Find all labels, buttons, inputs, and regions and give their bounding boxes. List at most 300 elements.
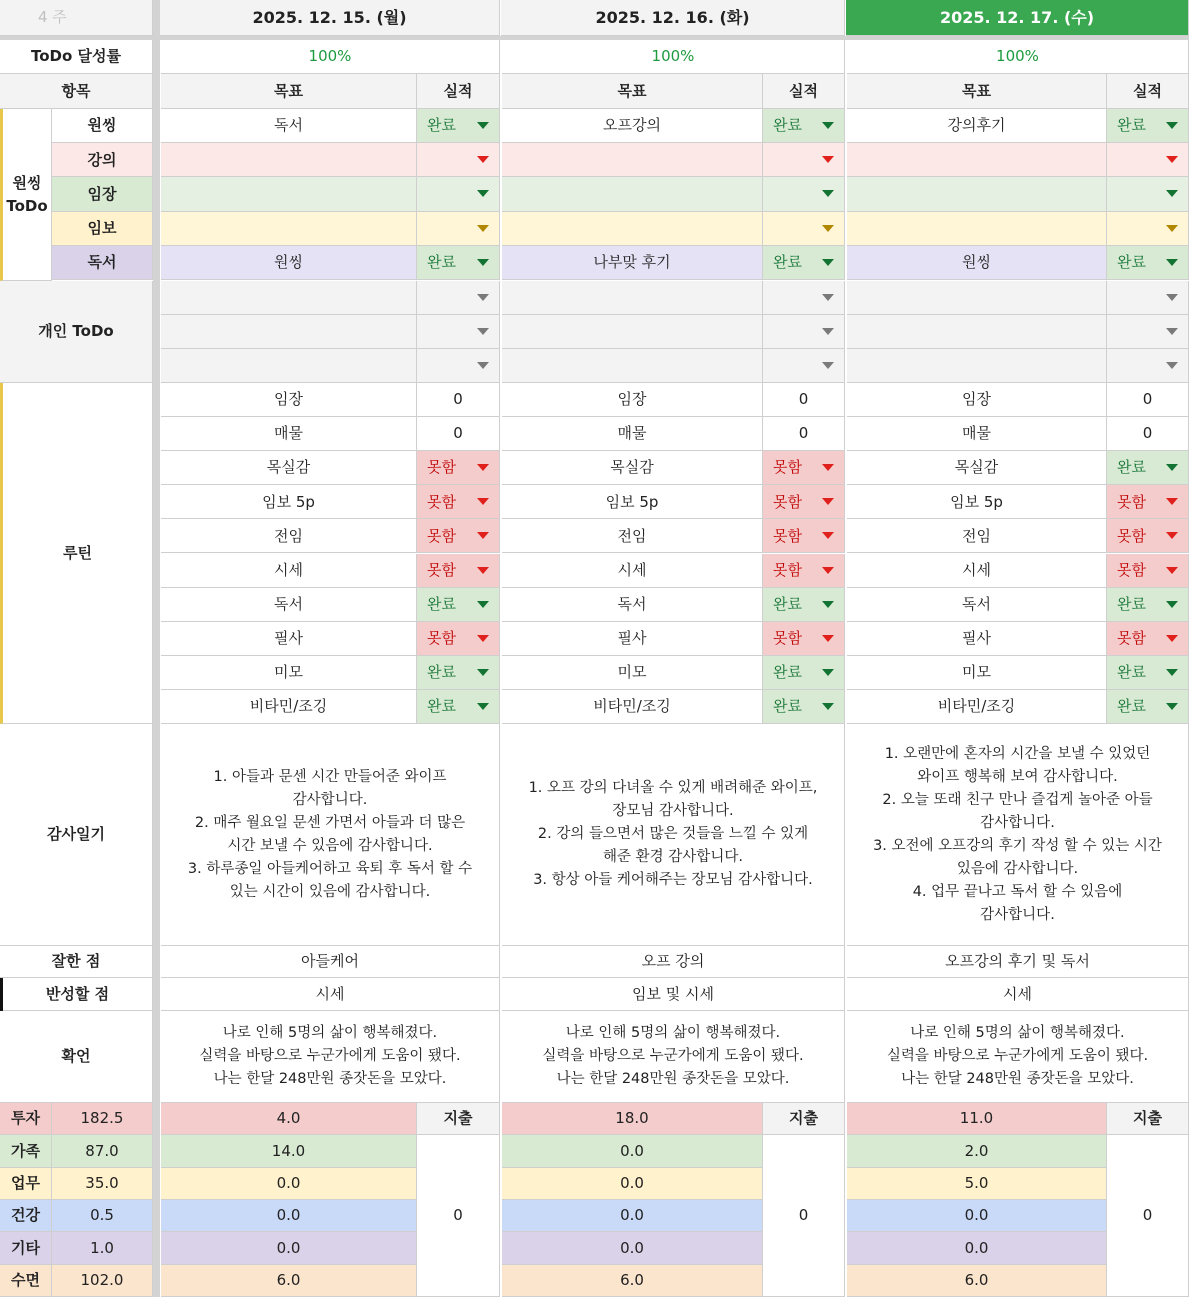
oneseeing-result-2-2[interactable] — [1107, 177, 1189, 211]
routine-result-4-1-value: 못함 — [773, 526, 802, 545]
chevron-down-icon[interactable] — [1166, 259, 1178, 266]
time-value-2-2-text: 5.0 — [964, 1174, 989, 1193]
routine-result-6-1-value: 완료 — [773, 594, 802, 613]
time-label-1 — [0, 1135, 52, 1167]
routine-result-2-1-value: 못함 — [773, 458, 802, 477]
personal-result-2-2[interactable] — [1107, 349, 1189, 383]
time-value-4-0-text: 0.0 — [276, 1238, 301, 1257]
routine-goal-3-2 — [847, 485, 1107, 519]
personal-result-1-2[interactable] — [1107, 315, 1189, 349]
chevron-down-icon[interactable] — [1166, 156, 1178, 163]
oneseeing-result-0-1-value: 완료 — [773, 116, 802, 135]
oneseeing-result-0-0[interactable] — [417, 109, 500, 143]
oneseeing-row-label-3 — [52, 212, 153, 246]
routine-result-1-1[interactable] — [763, 417, 845, 451]
personal-goal-2-1[interactable] — [502, 349, 763, 383]
routine-result-2-0-value: 못함 — [427, 458, 456, 477]
routine-result-8-2-value: 완료 — [1117, 663, 1146, 682]
oneseeing-goal-3-0[interactable] — [161, 212, 417, 246]
oneseeing-result-0-2-value: 완료 — [1117, 116, 1146, 135]
chevron-down-icon[interactable] — [822, 190, 834, 197]
time-label-3 — [0, 1200, 52, 1232]
time-value-3-2[interactable] — [847, 1200, 1107, 1232]
personal-result-0-0[interactable] — [417, 281, 500, 315]
personal-result-2-0[interactable] — [417, 349, 500, 383]
col-header-result-0 — [417, 74, 500, 109]
routine-goal-1-1-text: 매물 — [617, 424, 647, 443]
oneseeing-goal-4-0[interactable] — [161, 246, 417, 280]
routine-result-3-0[interactable] — [417, 485, 500, 519]
time-value-3-1[interactable] — [502, 1200, 763, 1232]
routine-result-7-0[interactable] — [417, 622, 500, 656]
expense-label-0-text: 지출 — [443, 1109, 473, 1128]
personal-goal-1-0[interactable] — [161, 315, 417, 349]
reflect-text-2[interactable] — [847, 978, 1189, 1011]
routine-result-6-0-value: 완료 — [427, 594, 456, 613]
personal-goal-0-2[interactable] — [847, 281, 1107, 315]
time-total-0 — [52, 1103, 153, 1135]
chevron-down-icon[interactable] — [1166, 703, 1178, 710]
routine-goal-1-1 — [502, 417, 763, 451]
good-text-2[interactable] — [847, 946, 1189, 978]
time-label-3-text: 건강 — [11, 1206, 40, 1225]
routine-goal-3-2-text: 임보 5p — [950, 492, 1003, 511]
oneseeing-row-label-2 — [52, 177, 153, 211]
oneseeing-row-label-4-text: 독서 — [87, 253, 117, 272]
routine-result-5-0-value: 못함 — [427, 560, 456, 579]
oneseeing-result-1-1[interactable] — [763, 143, 845, 177]
routine-result-7-1[interactable] — [763, 622, 845, 656]
chevron-down-icon[interactable] — [1166, 635, 1178, 642]
routine-result-5-0[interactable] — [417, 554, 500, 588]
chevron-down-icon[interactable] — [822, 362, 834, 369]
oneseeing-goal-1-0[interactable] — [161, 143, 417, 177]
routine-result-3-2-value: 못함 — [1117, 492, 1146, 511]
oneseeing-row-label-0 — [52, 109, 153, 143]
routine-result-4-2-value: 못함 — [1117, 526, 1146, 545]
routine-label — [0, 383, 153, 724]
oneseeing-goal-0-1[interactable] — [502, 109, 763, 143]
date-header-1[interactable] — [501, 0, 845, 36]
chevron-down-icon[interactable] — [822, 532, 834, 539]
oneseeing-result-2-1[interactable] — [763, 177, 845, 211]
routine-result-3-2[interactable] — [1107, 485, 1189, 519]
chevron-down-icon[interactable] — [1166, 328, 1178, 335]
chevron-down-icon[interactable] — [1166, 567, 1178, 574]
routine-goal-5-1 — [502, 554, 763, 588]
good-text-0[interactable] — [161, 946, 500, 978]
oneseeing-goal-0-0[interactable] — [161, 109, 417, 143]
routine-goal-4-2-text: 전임 — [962, 526, 991, 545]
chevron-down-icon[interactable] — [822, 259, 834, 266]
routine-goal-7-2-text: 필사 — [962, 628, 991, 647]
time-value-2-0-text: 0.0 — [276, 1174, 301, 1193]
oneseeing-result-0-2[interactable] — [1107, 109, 1189, 143]
oneseeing-goal-2-0[interactable] — [161, 177, 417, 211]
routine-result-5-2[interactable] — [1107, 554, 1189, 588]
oneseeing-result-1-0[interactable] — [417, 143, 500, 177]
reflect-text-2-text: 시세 — [1003, 984, 1032, 1003]
column-separator — [153, 0, 160, 1297]
routine-goal-9-0 — [161, 690, 417, 724]
col-header-goal-1 — [502, 74, 763, 109]
oneseeing-result-3-0[interactable] — [417, 212, 500, 246]
routine-goal-4-0-text: 전임 — [274, 526, 303, 545]
routine-goal-3-1 — [502, 485, 763, 519]
routine-goal-3-0-text: 임보 5p — [262, 492, 315, 511]
routine-goal-0-2 — [847, 383, 1107, 417]
oneseeing-result-3-2[interactable] — [1107, 212, 1189, 246]
routine-result-0-2-text: 0 — [1142, 390, 1153, 409]
oneseeing-goal-4-2[interactable] — [847, 246, 1107, 280]
routine-goal-9-2 — [847, 690, 1107, 724]
routine-goal-1-0-text: 매물 — [274, 424, 303, 443]
personal-result-0-2[interactable] — [1107, 281, 1189, 315]
good-text-2-text: 오프강의 후기 및 독서 — [945, 952, 1090, 971]
personal-goal-1-2[interactable] — [847, 315, 1107, 349]
chevron-down-icon[interactable] — [477, 703, 489, 710]
chevron-down-icon[interactable] — [822, 294, 834, 301]
routine-result-9-1[interactable] — [763, 690, 845, 724]
time-value-1-2-text: 2.0 — [964, 1141, 989, 1160]
personal-goal-0-0[interactable] — [161, 281, 417, 315]
time-value-0-1-text: 18.0 — [615, 1109, 649, 1128]
reflect-text-0[interactable] — [161, 978, 500, 1011]
oneseeing-goal-2-2[interactable] — [847, 177, 1107, 211]
routine-result-8-0[interactable] — [417, 656, 500, 690]
reflect-text-1[interactable] — [502, 978, 845, 1011]
gratitude-text-1[interactable] — [502, 724, 845, 946]
chevron-down-icon[interactable] — [1166, 225, 1178, 232]
time-value-1-0-text: 14.0 — [271, 1141, 306, 1160]
oneseeing-row-label-1-text: 강의 — [87, 150, 117, 169]
routine-goal-4-1-text: 전임 — [617, 526, 647, 545]
chevron-down-icon[interactable] — [477, 294, 489, 301]
rate-value-2-text: 100% — [996, 47, 1039, 66]
personal-todo-label-text: 개인 ToDo — [38, 322, 114, 341]
time-label-2-text: 업무 — [11, 1174, 40, 1193]
oneseeing-result-3-1[interactable] — [763, 212, 845, 246]
gratitude-text-2[interactable] — [847, 724, 1189, 946]
routine-result-8-1-value: 완료 — [773, 663, 802, 682]
time-value-2-0[interactable] — [161, 1168, 417, 1200]
col-header-goal-0 — [161, 74, 417, 109]
routine-goal-8-2 — [847, 656, 1107, 690]
routine-result-2-2[interactable] — [1107, 451, 1189, 485]
chevron-down-icon[interactable] — [1166, 601, 1178, 608]
routine-result-8-0-value: 완료 — [427, 663, 456, 682]
expense-label-2 — [1107, 1103, 1189, 1135]
week-label — [0, 0, 153, 36]
oneseeing-goal-0-2[interactable] — [847, 109, 1107, 143]
personal-goal-0-1[interactable] — [502, 281, 763, 315]
time-label-5-text: 수면 — [11, 1271, 40, 1290]
routine-result-9-0-value: 완료 — [427, 697, 456, 716]
time-total-3-text: 0.5 — [90, 1206, 114, 1225]
routine-goal-2-2 — [847, 451, 1107, 485]
personal-todo-label — [0, 281, 153, 383]
chevron-down-icon[interactable] — [1166, 669, 1178, 676]
chevron-down-icon[interactable] — [477, 190, 489, 197]
oneseeing-goal-4-2-text: 원씽 — [962, 253, 991, 272]
col-header-goal-2 — [847, 74, 1107, 109]
col-header-goal-2-text: 목표 — [962, 81, 991, 100]
good-text-0-text: 아들케어 — [301, 952, 359, 971]
chevron-down-icon[interactable] — [1166, 362, 1178, 369]
routine-goal-2-0 — [161, 451, 417, 485]
oneseeing-goal-0-1-text: 오프강의 — [603, 116, 661, 135]
group-oneseeing-label-text: 원씽 ToDo — [6, 174, 48, 215]
chevron-down-icon[interactable] — [477, 498, 489, 505]
chevron-down-icon[interactable] — [477, 464, 489, 471]
personal-result-1-0[interactable] — [417, 315, 500, 349]
routine-goal-2-1-text: 목실감 — [610, 458, 654, 477]
routine-goal-4-0 — [161, 519, 417, 553]
routine-result-7-0-value: 못함 — [427, 628, 456, 647]
expense-label-1-text: 지출 — [789, 1109, 818, 1128]
col-header-goal-0-text: 목표 — [274, 81, 303, 100]
routine-goal-8-1-text: 미모 — [617, 663, 647, 682]
time-value-5-2[interactable] — [847, 1265, 1107, 1297]
chevron-down-icon[interactable] — [822, 601, 834, 608]
chevron-down-icon[interactable] — [822, 156, 834, 163]
routine-label-text: 루틴 — [63, 543, 92, 562]
routine-result-9-0[interactable] — [417, 690, 500, 724]
oneseeing-result-4-2[interactable] — [1107, 246, 1189, 280]
gratitude-label — [0, 724, 153, 946]
chevron-down-icon[interactable] — [822, 328, 834, 335]
affirm-label — [0, 1011, 153, 1103]
routine-goal-9-1 — [502, 690, 763, 724]
time-value-5-2-text: 6.0 — [964, 1271, 989, 1290]
oneseeing-result-0-1[interactable] — [763, 109, 845, 143]
time-total-4 — [52, 1232, 153, 1264]
routine-goal-8-1 — [502, 656, 763, 690]
routine-goal-1-2 — [847, 417, 1107, 451]
good-text-1[interactable] — [502, 946, 845, 978]
chevron-down-icon[interactable] — [822, 498, 834, 505]
routine-result-0-1[interactable] — [763, 383, 845, 417]
oneseeing-goal-1-2[interactable] — [847, 143, 1107, 177]
routine-result-5-1[interactable] — [763, 554, 845, 588]
routine-result-0-0[interactable] — [417, 383, 500, 417]
reflect-text-1-text: 임보 및 시세 — [632, 984, 714, 1003]
time-value-5-0[interactable] — [161, 1265, 417, 1297]
time-value-2-2[interactable] — [847, 1168, 1107, 1200]
oneseeing-result-0-0-value: 완료 — [427, 116, 456, 135]
group-oneseeing-label — [0, 109, 52, 281]
oneseeing-result-4-1[interactable] — [763, 246, 845, 280]
chevron-down-icon[interactable] — [477, 669, 489, 676]
affirm-text-2[interactable] — [847, 1011, 1189, 1103]
routine-goal-2-0-text: 목실감 — [266, 458, 311, 477]
routine-result-1-0[interactable] — [417, 417, 500, 451]
routine-goal-5-0-text: 시세 — [274, 560, 303, 579]
routine-goal-0-2-text: 임장 — [962, 390, 991, 409]
routine-goal-6-2 — [847, 588, 1107, 622]
rate-value-1-text: 100% — [651, 47, 695, 66]
routine-result-9-2[interactable] — [1107, 690, 1189, 724]
routine-result-2-0[interactable] — [417, 451, 500, 485]
chevron-down-icon[interactable] — [822, 122, 834, 129]
chevron-down-icon[interactable] — [1166, 294, 1178, 301]
chevron-down-icon[interactable] — [477, 225, 489, 232]
date-header-2[interactable] — [846, 0, 1189, 36]
routine-result-6-1[interactable] — [763, 588, 845, 622]
rate-value-0-text: 100% — [308, 47, 352, 66]
expense-total-1[interactable] — [763, 1135, 845, 1297]
time-value-4-2[interactable] — [847, 1232, 1107, 1264]
routine-goal-7-1-text: 필사 — [617, 628, 647, 647]
oneseeing-row-label-0-text: 원씽 — [87, 116, 117, 135]
time-value-1-2[interactable] — [847, 1135, 1107, 1167]
routine-result-0-2[interactable] — [1107, 383, 1189, 417]
affirm-text-0-text: 나로 인해 5명의 삶이 행복해졌다. 실력을 바탕으로 누군가에게 도움이 됐다. 나는 한달 248만원 종잣돈을 모았다. — [199, 1025, 461, 1087]
routine-result-4-0[interactable] — [417, 519, 500, 553]
date-header-0[interactable] — [160, 0, 500, 36]
expense-total-2[interactable] — [1107, 1135, 1189, 1297]
oneseeing-goal-4-0-text: 원씽 — [274, 253, 303, 272]
chevron-down-icon[interactable] — [477, 532, 489, 539]
week-label-text: 4 주 — [38, 8, 67, 27]
chevron-down-icon[interactable] — [822, 225, 834, 232]
time-value-4-1-text: 0.0 — [620, 1238, 644, 1257]
routine-result-2-2-value: 완료 — [1117, 458, 1146, 477]
chevron-down-icon[interactable] — [1166, 464, 1178, 471]
time-value-4-0[interactable] — [161, 1232, 417, 1264]
routine-goal-3-0 — [161, 485, 417, 519]
routine-goal-2-1 — [502, 451, 763, 485]
col-header-result-2-text: 실적 — [1133, 81, 1162, 100]
chevron-down-icon[interactable] — [822, 464, 834, 471]
time-value-3-1-text: 0.0 — [620, 1206, 644, 1225]
time-total-1-text: 87.0 — [85, 1141, 119, 1160]
time-value-4-2-text: 0.0 — [964, 1238, 989, 1257]
affirm-text-1[interactable] — [502, 1011, 845, 1103]
oneseeing-goal-4-1[interactable] — [502, 246, 763, 280]
oneseeing-result-2-0[interactable] — [417, 177, 500, 211]
routine-result-4-1[interactable] — [763, 519, 845, 553]
expense-total-0[interactable] — [417, 1135, 500, 1297]
affirm-text-0[interactable] — [161, 1011, 500, 1103]
col-header-result-1 — [763, 74, 845, 109]
time-value-0-1[interactable] — [502, 1103, 763, 1135]
routine-result-3-1-value: 못함 — [773, 492, 802, 511]
oneseeing-goal-3-2[interactable] — [847, 212, 1107, 246]
routine-result-2-1[interactable] — [763, 451, 845, 485]
reflect-text-0-text: 시세 — [315, 984, 345, 1003]
routine-result-3-1[interactable] — [763, 485, 845, 519]
gratitude-text-0[interactable] — [161, 724, 500, 946]
time-label-0 — [0, 1103, 52, 1135]
gratitude-text-1-text: 1. 오프 강의 다녀올 수 있게 배려해준 와이프, 장모님 감사합니다. 2. 강의 들으면서 많은 것들을 느낄 수 있게 해준 환경 감사합니다. 3. 항상 아들 케어해주는 장모님 감사합니다. — [528, 780, 818, 888]
oneseeing-result-1-2[interactable] — [1107, 143, 1189, 177]
gratitude-text-0-text: 1. 아들과 문센 시간 만들어준 와이프 감사합니다. 2. 매주 월요일 문센 가면서 아들과 더 많은 시간 보낼 수 있음에 감사합니다. 3. 하루종일 아들케어하고 육퇴 후 독서 할 수 있는 시간이 있음에 감사합니다. — [187, 768, 473, 900]
time-value-2-1[interactable] — [502, 1168, 763, 1200]
oneseeing-goal-1-1[interactable] — [502, 143, 763, 177]
reflect-label — [3, 978, 153, 1011]
chevron-down-icon[interactable] — [822, 567, 834, 574]
expense-total-0-text: 0 — [453, 1206, 463, 1225]
oneseeing-goal-3-1[interactable] — [502, 212, 763, 246]
affirm-text-1-text: 나로 인해 5명의 삶이 행복해졌다. 실력을 바탕으로 누군가에게 도움이 됐다. 나는 한달 248만원 종잣돈을 모았다. — [542, 1025, 804, 1087]
oneseeing-goal-4-1-text: 나부맞 후기 — [593, 253, 671, 272]
col-header-result-2 — [1107, 74, 1189, 109]
chevron-down-icon[interactable] — [822, 703, 834, 710]
time-total-1 — [52, 1135, 153, 1167]
chevron-down-icon[interactable] — [477, 635, 489, 642]
oneseeing-result-4-0[interactable] — [417, 246, 500, 280]
chevron-down-icon[interactable] — [822, 635, 834, 642]
personal-result-0-1[interactable] — [763, 281, 845, 315]
chevron-down-icon[interactable] — [1166, 532, 1178, 539]
chevron-down-icon[interactable] — [477, 156, 489, 163]
oneseeing-goal-0-0-text: 독서 — [274, 116, 303, 135]
good-text-1-text: 오프 강의 — [641, 952, 705, 971]
personal-result-1-1[interactable] — [763, 315, 845, 349]
date-header-0-text: 2025. 12. 15. (월) — [252, 7, 407, 27]
date-header-2-text: 2025. 12. 17. (수) — [939, 7, 1095, 27]
routine-goal-7-0-text: 필사 — [274, 628, 303, 647]
chevron-down-icon[interactable] — [477, 122, 489, 129]
routine-goal-6-2-text: 독서 — [962, 594, 991, 613]
chevron-down-icon[interactable] — [1166, 190, 1178, 197]
chevron-down-icon[interactable] — [477, 601, 489, 608]
oneseeing-result-4-0-value: 완료 — [427, 253, 456, 272]
personal-goal-2-2[interactable] — [847, 349, 1107, 383]
personal-goal-2-0[interactable] — [161, 349, 417, 383]
routine-goal-1-0 — [161, 417, 417, 451]
routine-result-4-2[interactable] — [1107, 519, 1189, 553]
routine-result-7-2[interactable] — [1107, 622, 1189, 656]
chevron-down-icon[interactable] — [822, 669, 834, 676]
time-value-5-1[interactable] — [502, 1265, 763, 1297]
routine-result-1-1-text: 0 — [798, 424, 809, 443]
personal-goal-1-1[interactable] — [502, 315, 763, 349]
routine-result-8-2[interactable] — [1107, 656, 1189, 690]
chevron-down-icon[interactable] — [477, 328, 489, 335]
chevron-down-icon[interactable] — [477, 362, 489, 369]
expense-label-1 — [763, 1103, 845, 1135]
rate-value-2 — [847, 40, 1189, 74]
personal-result-2-1[interactable] — [763, 349, 845, 383]
routine-goal-7-2 — [847, 622, 1107, 656]
routine-result-6-2[interactable] — [1107, 588, 1189, 622]
time-value-0-2[interactable] — [847, 1103, 1107, 1135]
rate-label-text: ToDo 달성률 — [31, 47, 121, 66]
routine-goal-4-1 — [502, 519, 763, 553]
routine-result-9-1-value: 완료 — [773, 697, 802, 716]
routine-result-1-2[interactable] — [1107, 417, 1189, 451]
time-label-5 — [0, 1265, 52, 1297]
time-value-0-0[interactable] — [161, 1103, 417, 1135]
routine-result-6-0[interactable] — [417, 588, 500, 622]
routine-goal-5-2 — [847, 554, 1107, 588]
routine-result-5-2-value: 못함 — [1117, 560, 1146, 579]
chevron-down-icon[interactable] — [477, 567, 489, 574]
time-value-1-0[interactable] — [161, 1135, 417, 1167]
chevron-down-icon[interactable] — [1166, 122, 1178, 129]
time-value-4-1[interactable] — [502, 1232, 763, 1264]
chevron-down-icon[interactable] — [477, 259, 489, 266]
chevron-down-icon[interactable] — [1166, 498, 1178, 505]
time-value-1-1-text: 0.0 — [620, 1141, 644, 1160]
time-value-3-0[interactable] — [161, 1200, 417, 1232]
time-value-1-1[interactable] — [502, 1135, 763, 1167]
routine-result-8-1[interactable] — [763, 656, 845, 690]
oneseeing-goal-2-1[interactable] — [502, 177, 763, 211]
routine-result-6-2-value: 완료 — [1117, 594, 1146, 613]
